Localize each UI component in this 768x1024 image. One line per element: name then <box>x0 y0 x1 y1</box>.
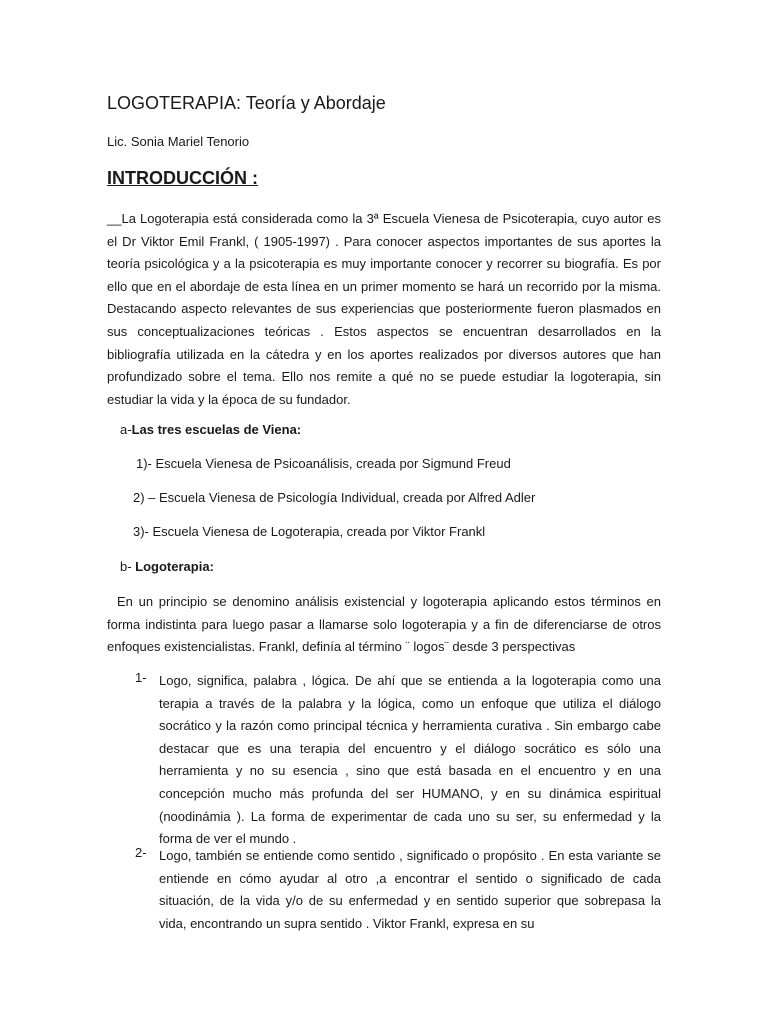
perspective-item-2 <box>135 845 661 935</box>
author-line: Lic. Sonia Mariel Tenorio <box>107 134 250 149</box>
subsection-b-heading <box>120 559 214 574</box>
subsection-a-heading <box>120 422 301 437</box>
perspective-number: 2- <box>135 845 147 860</box>
intro-paragraph: __La Logoterapia está considerada como la 3ª Escuela Vienesa de Psicoterapia, cuyo autor es el Dr Viktor Emil Frankl, ( 1905-1997) . Para conocer aspectos importantes de sus aportes la teoría psicológica y a la psicoterapia es muy importante conocer y recorrer su biografía. Es por ello que en el abordaje de esta línea en un primer momento se hará un recorrido por la misma. Destacando aspecto relevantes de sus experiencias que posteriormente fueron plasmados en sus conceptualizaciones teóricas . Estos aspectos se encuentran desarrollados en la bibliografía utilizada en la cátedra y en los aportes realizados por diversos autores que han profundizado sobre el tema. Ello nos remite a qué no se puede estudiar la logoterapia, sin estudiar la vida y la época de su fundador. <box>107 211 661 407</box>
subsection-b-label: Logoterapia: <box>135 559 214 574</box>
school-item-3: 3)- Escuela Vienesa de Logoterapia, creada por Viktor Frankl <box>133 524 486 539</box>
perspective-number: 1- <box>135 670 147 685</box>
section-heading: INTRODUCCIÓN : <box>107 168 258 188</box>
perspective-text: Logo, también se entiende como sentido , significado o propósito . En esta variante se entiende en cómo ayudar al otro ,a encontrar el sentido o significado de cada situación, de la vida y/o de su enfermedad y en sentido superior que sobrepasa la vida, encontrando un supra sentido . Viktor Frankl, expresa en su <box>159 848 661 931</box>
logoterapia-paragraph: En un principio se denomino análisis existencial y logoterapia aplicando estos términos en forma indistinta para luego pasar a llamarse solo logoterapia y a fin de diferenciarse de otros enfoques existencialistas. Frankl, definía al término ¨ logos¨ desde 3 perspectivas <box>107 594 661 655</box>
school-item-1: 1)- Escuela Vienesa de Psicoanálisis, creada por Sigmund Freud <box>136 456 511 471</box>
subsection-a-label: Las tres escuelas de Viena: <box>131 422 302 437</box>
document-title: LOGOTERAPIA: Teoría y Abordaje <box>107 93 386 113</box>
school-item-2: 2) – Escuela Vienesa de Psicología Individual, creada por Alfred Adler <box>133 490 536 505</box>
subsection-a-prefix: a- <box>120 422 132 437</box>
perspective-item-1 <box>135 670 661 851</box>
subsection-b-prefix: b- <box>120 559 136 574</box>
perspective-text: Logo, significa, palabra , lógica. De ahí que se entienda a la logoterapia como una terapia a través de la palabra y la lógica, como un enfoque que utiliza el diálogo socrático y la razón como principal técnica y herramienta curativa . Sin embargo cabe destacar que es una terapia del encuentro y el diálogo socrático es sólo una herramienta y no su esencia , sino que está basada en el encuentro y en una concepción mucho más profunda del ser HUMANO, y en su dinámica espiritual (noodinámia ). La forma de experimentar de cada uno su ser, su enfermedad y la forma de ver el mundo . <box>159 673 661 847</box>
